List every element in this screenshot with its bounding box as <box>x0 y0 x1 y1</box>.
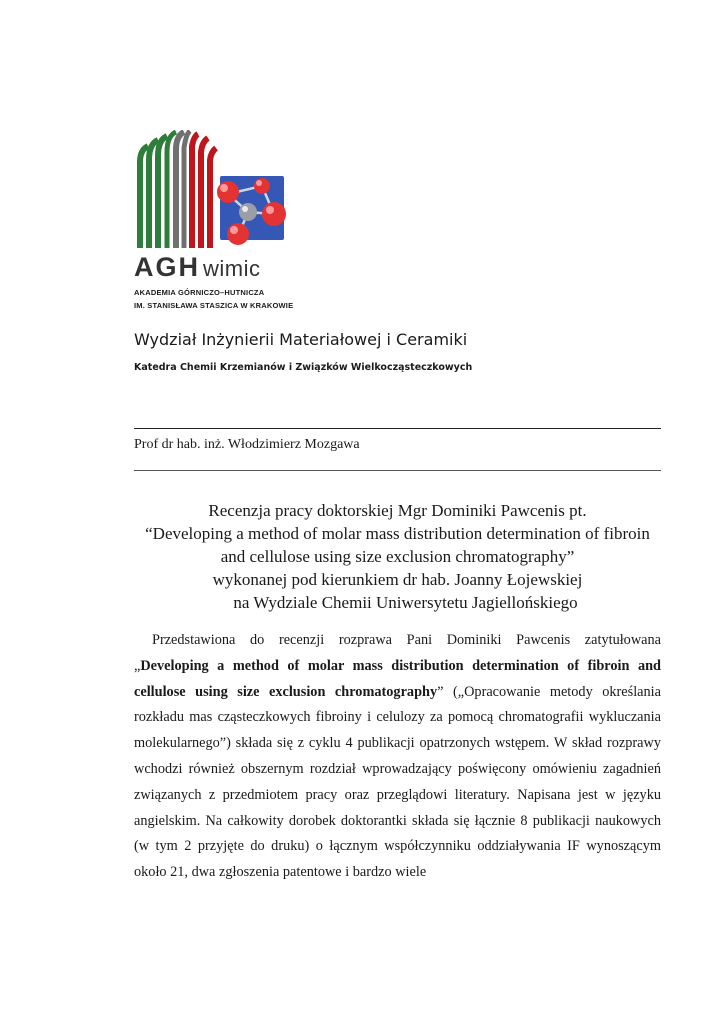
paragraph-rest: ” („Opracowanie metody określania rozkładu mas cząsteczkowych fibroiny i celulozy za pomocą chromatografii wykluczania molekularnego”) składa się z cyklu 4 publikacji opatrzonych wstępem. W skład rozprawy wchodzi również obszernym rozdział wprowadzający poświęcony omówieniu zagadnień związanych z przedmiotem pracy oraz przeglądowi literatury. Napisana jest w języku angielskim. Na całkowity dorobek doktorantki składa się łącznie 8 publikacji naukowych (w tym 2 przyjęte do druku) o łącznym współczynniku oddziaływania IF wynoszącym około 21, dwa zgłoszenia patentowe i bardzo wiele <box>134 683 661 881</box>
agh-wimic-logo <box>134 130 290 248</box>
review-body <box>134 628 661 886</box>
logo-agh-text: AGH <box>134 252 200 282</box>
review-title <box>134 499 661 614</box>
logo-wordmark <box>134 252 261 280</box>
academy-name <box>134 286 293 312</box>
title-line-4: wykonanej pod kierunkiem dr hab. Joanny Łojewskiej <box>212 570 583 589</box>
faculty-name: Wydział Inżynierii Materiałowej i Ceramiki <box>134 330 468 349</box>
paragraph-intro: Przedstawiona do recenzji rozprawa Pani Dominiki Pawcenis zatytułowana „ <box>134 632 661 674</box>
thesis-title-bold: Developing a method of molar mass distribution determination of fibroin and cellulose using size exclusion chromatography <box>134 657 661 700</box>
academy-line-2: IM. STANISŁAWA STASZICA W KRAKOWIE <box>134 301 294 310</box>
title-line-5: na Wydziale Chemii Uniwersytetu Jagiellońskiego <box>233 593 578 612</box>
academy-line-1: AKADEMIA GÓRNICZO–HUTNICZA <box>134 288 265 297</box>
agh-emblem-stripes-icon <box>140 131 216 248</box>
header-divider-top <box>134 428 661 429</box>
title-line-3: and cellulose using size exclusion chromatography” <box>220 547 575 566</box>
title-line-2: “Developing a method of molar mass distribution determination of fibroin <box>145 524 650 543</box>
body-paragraph <box>134 628 661 886</box>
molecule-icon <box>217 176 286 245</box>
reviewer-name: Prof dr hab. inż. Włodzimierz Mozgawa <box>134 437 360 452</box>
header-divider-bottom <box>134 470 661 471</box>
logo-wimic-text: wimic <box>203 256 261 281</box>
title-line-1: Recenzja pracy doktorskiej Mgr Dominiki Pawcenis pt. <box>208 501 587 520</box>
department-name: Katedra Chemii Krzemianów i Związków Wielkocząsteczkowych <box>134 362 473 373</box>
